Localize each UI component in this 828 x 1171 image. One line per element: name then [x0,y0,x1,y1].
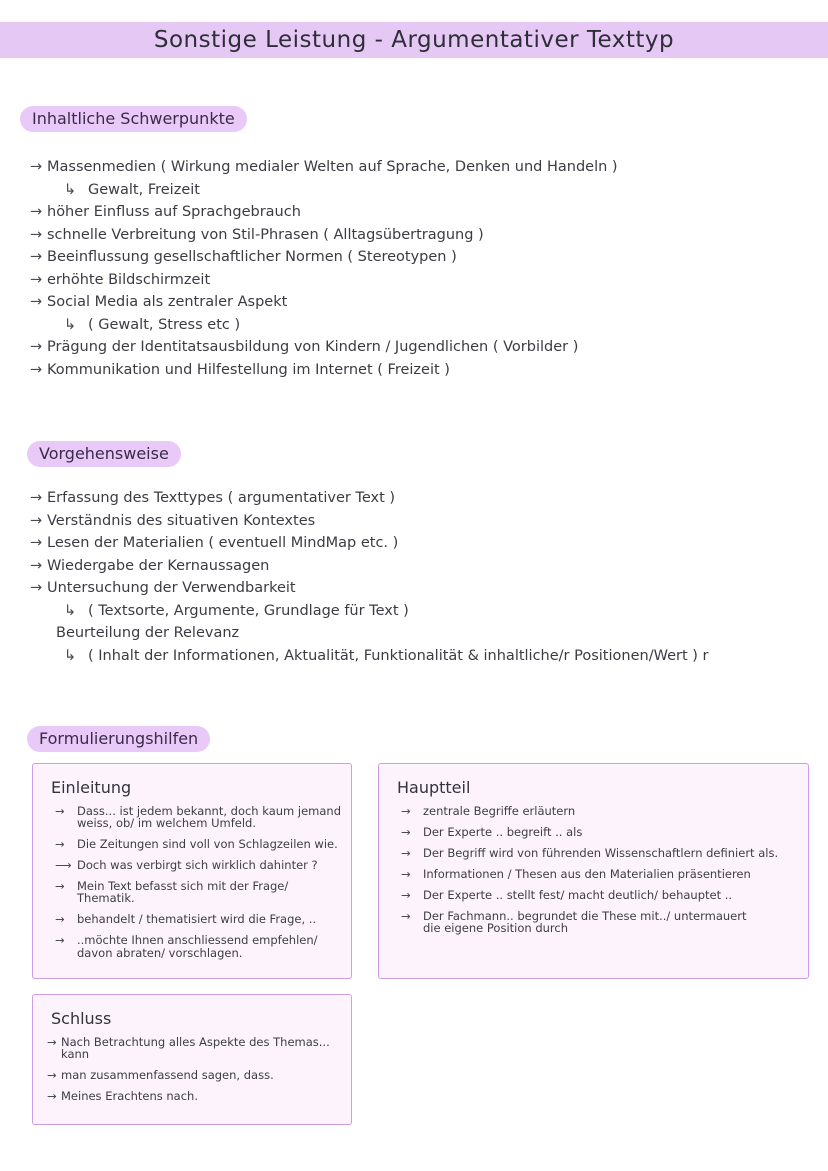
list-item-label: erhöhte Bildschirmzeit [47,271,211,288]
arrow-icon: → [30,361,43,378]
section-heading-vorgehensweise: Vorgehensweise [27,441,181,467]
box-list [33,1036,351,1121]
list-item [30,363,730,378]
section-list-inhaltliche-schwerpunkte [30,160,730,385]
list-item [30,273,730,288]
list-item-label: Prägung der Identitatsausbildung von Kindern / Jugendlichen ( Vorbilder ) [47,339,579,355]
list-item [30,228,730,243]
list-item [47,1069,341,1081]
list-item-label: Der Begriff wird von führenden Wissenschaftlern definiert als. [423,846,779,861]
list-item-label: Mein Text befasst sich mit der Frage/ Thematik. [77,879,289,906]
list-item-label: höher Einfluss auf Sprachgebrauch [47,204,301,220]
arrow-icon: → [401,909,411,924]
sub-arrow-icon: ↳ [64,316,77,333]
list-item-label: Beurteilung der Relevanz [56,625,240,641]
list-item [55,880,341,904]
list-item-label: Massenmedien ( Wirkung medialer Welten auf Sprache, Denken und Handeln ) [47,159,618,175]
list-item-label: ( Gewalt, Stress etc ) [88,316,241,333]
list-item [55,934,341,958]
arrow-icon: → [401,804,411,818]
section-heading-formulierungshilfen: Formulierungshilfen [27,726,210,752]
list-item [47,1090,341,1102]
box-title: Einleitung [51,778,132,797]
list-item [401,847,798,859]
arrow-icon: → [55,804,65,818]
list-item [64,649,750,664]
list-item [401,889,798,901]
list-item [64,183,730,198]
box-title: Schluss [51,1009,112,1028]
list-item-label: Der Experte .. begreift .. als [423,825,583,840]
page-title: Sonstige Leistung - Argumentativer Texttyp [153,27,675,53]
arrow-icon: → [30,226,43,243]
list-item [30,536,750,551]
list-item-label: behandelt / thematisiert wird die Frage, .. [77,912,317,927]
arrow-icon: → [30,204,43,220]
list-item-label: Beeinflussung gesellschaftlicher Normen ( Stereotypen ) [47,249,457,265]
arrow-icon: → [47,1035,57,1049]
list-item-label: zentrale Begriffe erläutern [423,804,576,818]
list-item-label: Dass... ist jedem bekannt, doch kaum jemand weiss, ob/ im welchem Umfeld. [77,804,342,831]
arrow-icon: → [30,512,43,529]
arrow-icon: → [30,271,43,288]
list-item [30,514,750,529]
list-item-label: Social Media als zentraler Aspekt [47,294,288,310]
list-item [401,868,798,880]
list-item-label: ( Inhalt der Informationen, Aktualität, Funktionalität & inhaltliche/r Positionen/Wert ) r [88,647,709,664]
sub-arrow-icon: ↳ [64,647,77,664]
list-item-label: Die Zeitungen sind voll von Schlagzeilen wie. [77,837,338,852]
list-item [47,1036,341,1060]
sub-arrow-icon: ↳ [64,602,77,619]
list-item-label: Lesen der Materialien ( eventuell MindMap etc. ) [47,535,399,551]
arrow-icon: → [55,912,65,927]
box-list [379,805,808,953]
list-item-label: ..möchte Ihnen anschliessend empfehlen/ davon abraten/ vorschlagen. [77,933,318,960]
page-title-banner [0,22,828,58]
arrow-icon: → [55,879,65,894]
arrow-icon: → [401,825,411,840]
arrow-icon: → [55,933,65,948]
arrow-icon: → [401,888,411,903]
box-title: Hauptteil [397,778,471,797]
section-list-vorgehensweise [30,491,750,671]
list-item-label: ( Textsorte, Argumente, Grundlage für Text ) [88,602,409,619]
arrow-icon: → [47,1089,57,1104]
list-item-label: Gewalt, Freizeit [88,181,200,198]
list-item [30,581,750,596]
list-item [64,604,750,619]
list-item [30,160,730,175]
list-item-label: Verständnis des situativen Kontextes [47,512,316,529]
list-item [30,491,750,506]
list-item-label: Der Fachmann.. begrundet die These mit../ untermauert die eigene Position durch [423,909,747,936]
list-item [30,205,730,220]
list-item [30,250,730,265]
list-item-label: Wiedergabe der Kernaussagen [47,557,270,574]
list-item [30,295,730,310]
arrow-icon: → [30,249,43,265]
list-item-label: Informationen / Thesen aus den Materialien präsentieren [423,867,751,882]
list-item [55,838,341,850]
arrow-icon: → [30,535,43,551]
list-item [55,859,341,871]
arrow-icon: ⟶ [55,858,72,873]
arrow-icon: → [30,159,43,175]
box-einleitung [32,763,352,979]
list-item [30,340,730,355]
list-item-label: Doch was verbirgt sich wirklich dahinter ? [77,858,318,873]
list-item [401,910,798,934]
sub-arrow-icon: ↳ [64,181,77,198]
list-item-label: Erfassung des Texttypes ( argumentativer Text ) [47,490,396,506]
arrow-icon: → [401,867,411,882]
arrow-icon: → [55,837,65,852]
arrow-icon: → [30,339,43,355]
arrow-icon: → [30,294,43,310]
list-item [30,559,750,574]
arrow-icon: → [30,580,43,596]
arrow-icon: → [401,846,411,861]
list-item-label: Kommunikation und Hilfestellung im Internet ( Freizeit ) [47,361,450,378]
list-item-label: Meines Erachtens nach. [61,1089,198,1104]
box-hauptteil [378,763,809,979]
arrow-icon: → [30,490,43,506]
list-item [401,826,798,838]
list-item [64,318,730,333]
box-list [33,805,351,978]
list-item [55,913,341,925]
list-item-label: Der Experte .. stellt fest/ macht deutlich/ behauptet .. [423,888,733,903]
list-item-label: man zusammenfassend sagen, dass. [61,1068,274,1083]
arrow-icon: → [30,557,43,574]
list-item-label: schnelle Verbreitung von Stil-Phrasen ( Alltagsübertragung ) [47,226,484,243]
list-item [401,805,798,817]
list-item [56,626,750,641]
box-schluss [32,994,352,1125]
section-heading-inhaltliche-schwerpunkte: Inhaltliche Schwerpunkte [20,106,247,132]
list-item-label: Untersuchung der Verwendbarkeit [47,580,296,596]
list-item-label: Nach Betrachtung alles Aspekte des Themas... kann [61,1035,330,1062]
arrow-icon: → [47,1068,57,1083]
list-item [55,805,341,829]
